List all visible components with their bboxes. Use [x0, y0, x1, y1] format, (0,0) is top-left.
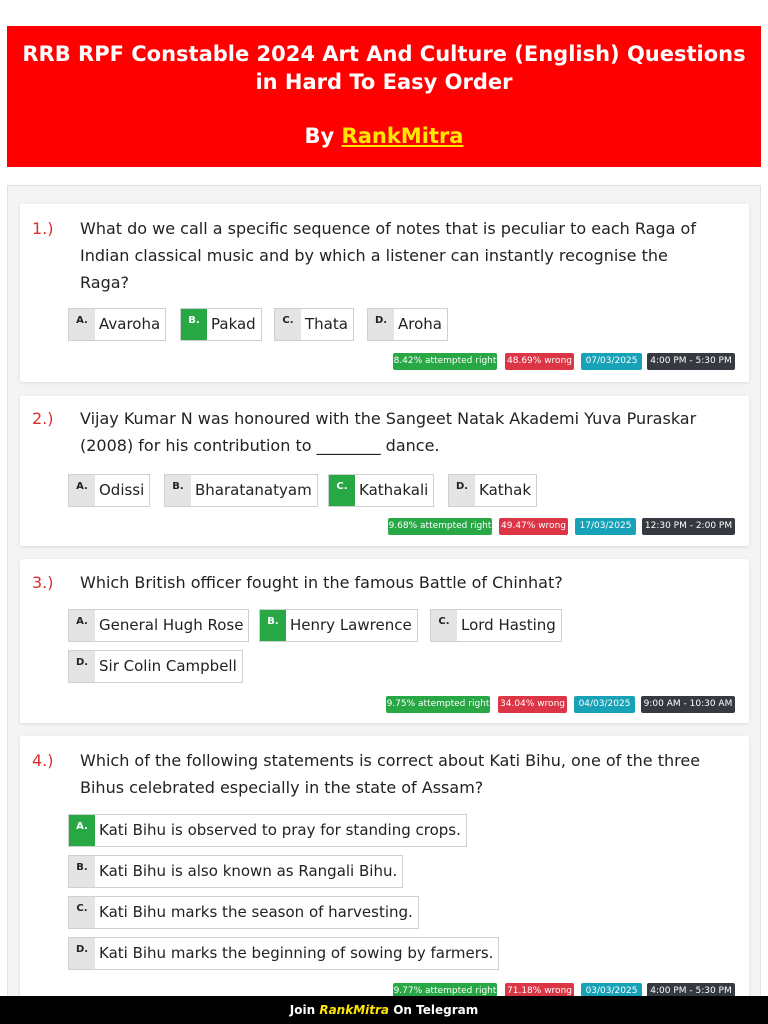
header-banner [7, 26, 761, 167]
option-text: Bharatanatyam [195, 481, 312, 499]
date-badge: 07/03/2025 [581, 353, 642, 370]
option-letter: A. [69, 815, 95, 846]
option-letter: C. [431, 610, 457, 641]
option-text: Thata [305, 315, 348, 333]
option-d[interactable] [68, 650, 243, 683]
option-text: Sir Colin Campbell [99, 657, 237, 675]
wrong-percent-badge: 71.18% wrong [505, 983, 574, 1000]
option-d[interactable] [367, 308, 448, 341]
question-card [20, 559, 749, 723]
option-a[interactable] [68, 308, 166, 341]
option-letter: A. [69, 475, 95, 506]
option-text: Aroha [398, 315, 442, 333]
date-badge: 17/03/2025 [575, 518, 636, 535]
question-text: What do we call a specific sequence of notes that is peculiar to each Raga of Indian classical music and by which a listener can instantly recognise the Raga? [80, 219, 696, 292]
time-badge: 4:00 PM - 5:30 PM [647, 983, 735, 1000]
wrong-percent-badge: 34.04% wrong [498, 696, 567, 713]
option-letter: A. [69, 610, 95, 641]
question-number: 3.) [32, 573, 54, 592]
right-percent-badge: 8.42% attempted right [393, 353, 497, 370]
question-card [20, 736, 749, 1015]
option-text: Kati Bihu is also known as Rangali Bihu. [99, 862, 398, 880]
byline: By RankMitra [304, 124, 464, 148]
question-card [20, 204, 749, 382]
right-percent-badge: 9.68% attempted right [388, 518, 492, 535]
option-letter: B. [181, 309, 207, 340]
option-d[interactable] [68, 937, 499, 970]
option-c-correct[interactable] [328, 474, 434, 507]
option-text: General Hugh Rose [99, 616, 244, 634]
option-a-correct[interactable] [68, 814, 467, 847]
option-b[interactable] [68, 855, 403, 888]
option-letter: B. [69, 856, 95, 887]
right-percent-badge: 9.77% attempted right [393, 983, 497, 1000]
option-text: Kathak [479, 481, 532, 499]
time-badge: 12:30 PM - 2:00 PM [642, 518, 735, 535]
option-d[interactable] [448, 474, 537, 507]
question-number: 4.) [32, 751, 54, 770]
option-letter: C. [69, 897, 95, 928]
option-a[interactable] [68, 474, 150, 507]
option-a[interactable] [68, 609, 249, 642]
footer-brand: RankMitra [319, 1003, 390, 1017]
option-text: Lord Hasting [461, 616, 556, 634]
question-number: 1.) [32, 219, 54, 238]
telegram-footer[interactable]: Join RankMitra On Telegram [0, 996, 768, 1024]
option-text: Kathakali [359, 481, 429, 499]
option-b-correct[interactable] [259, 609, 418, 642]
option-text: Avaroha [99, 315, 161, 333]
option-text: Kati Bihu is observed to pray for standing crops. [99, 821, 461, 839]
option-b[interactable] [164, 474, 318, 507]
option-text: Kati Bihu marks the beginning of sowing by farmers. [99, 944, 494, 962]
option-letter: D. [449, 475, 475, 506]
option-text: Henry Lawrence [290, 616, 412, 634]
date-badge: 04/03/2025 [574, 696, 635, 713]
questions-panel [7, 185, 761, 1015]
option-text: Odissi [99, 481, 145, 499]
date-badge: 03/03/2025 [581, 983, 642, 1000]
option-letter: D. [69, 651, 95, 682]
option-c[interactable] [430, 609, 562, 642]
wrong-percent-badge: 48.69% wrong [505, 353, 574, 370]
option-c[interactable] [68, 896, 419, 929]
time-badge: 9:00 AM - 10:30 AM [641, 696, 735, 713]
option-letter: B. [165, 475, 191, 506]
option-c[interactable] [274, 308, 354, 341]
option-letter: C. [329, 475, 355, 506]
option-letter: C. [275, 309, 301, 340]
time-badge: 4:00 PM - 5:30 PM [647, 353, 735, 370]
wrong-percent-badge: 49.47% wrong [499, 518, 568, 535]
option-letter: D. [368, 309, 394, 340]
right-percent-badge: 9.75% attempted right [386, 696, 490, 713]
question-number: 2.) [32, 409, 54, 428]
option-letter: D. [69, 938, 95, 969]
question-text: Which of the following statements is correct about Kati Bihu, one of the three Bihus celebrated especially in the state of Assam? [80, 751, 701, 797]
brand-link[interactable]: RankMitra [341, 124, 464, 148]
option-b-correct[interactable] [180, 308, 262, 341]
option-letter: A. [69, 309, 95, 340]
page-title: RRB RPF Constable 2024 Art And Culture (English) Questions in Hard To Easy Order [22, 42, 746, 94]
option-text: Pakad [211, 315, 256, 333]
option-text: Kati Bihu marks the season of harvesting. [99, 903, 413, 921]
question-card [20, 396, 749, 546]
option-letter: B. [260, 610, 286, 641]
question-text: Vijay Kumar N was honoured with the Sangeet Natak Akademi Yuva Puraskar (2008) for his contribution to ________ dance. [80, 409, 697, 455]
question-text: Which British officer fought in the famous Battle of Chinhat? [80, 573, 563, 592]
